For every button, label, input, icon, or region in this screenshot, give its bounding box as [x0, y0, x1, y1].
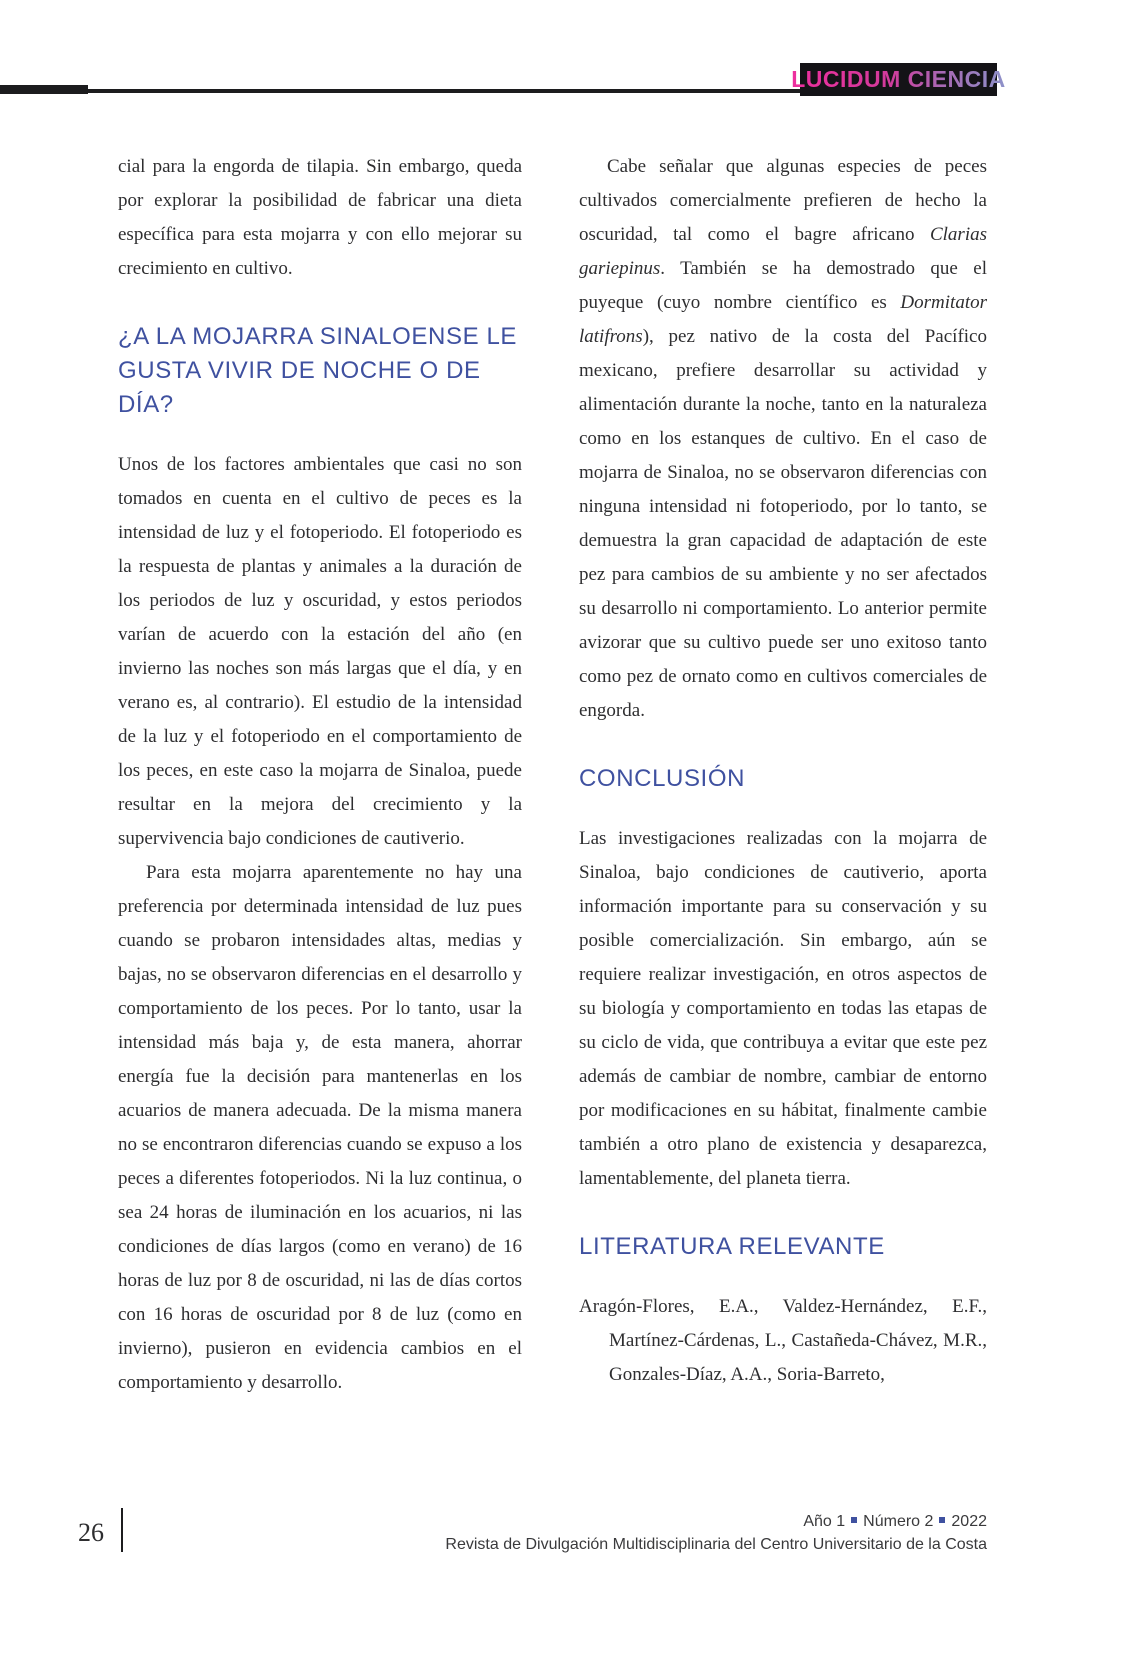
paragraph-species-text-3: ), pez nativo de la costa del Pacífico mexicano, prefiere desarrollar su actividad y alimentación durante la noche, tanto en la naturaleza como en los estanques de cultivo. En el caso de mojarra de Sinaloa, no se observaron diferencias con ninguna intensidad ni fotoperiodo, por lo tanto, se demuestra la gran capacidad de adaptación de este pez para cambios de su ambiente y no ser afectados su desarrollo ni comportamiento. Lo anterior permite avizorar que su cultivo puede ser uno exitoso tanto como pez de ornato como en cultivos comerciales de engorda.: [579, 326, 987, 721]
top-left-thick-rule: [0, 85, 88, 94]
paragraph-species-text-1: Cabe señalar que algunas especies de peces cultivados comercialmente prefieren de hecho la oscuridad, tal como el bagre africano: [579, 156, 987, 245]
paragraph-conclusion: Las investigaciones realizadas con la mojarra de Sinaloa, bajo condiciones de cautiverio, aporta información importante para su conservación y su posible comercialización. Sin embargo, aún se requiere realizar investigación, en otros aspectos de su biología y comportamiento en todas las etapas de su ciclo de vida, que contribuya a evitar que este pez además de cambiar de nombre, cambiar de entorno por modificaciones en su hábitat, finalmente cambie también a otro plano de existencia y desaparezca, lamentablemente, del planeta tierra.: [579, 828, 987, 1189]
paragraph-species-text-2: . También se ha demostrado que el puyeque (cuyo nombre científico es: [579, 258, 987, 313]
footer-number-label: Número 2: [863, 1513, 934, 1530]
footer-year: 2022: [951, 1513, 987, 1530]
section-heading-literature: LITERATURA RELEVANTE: [579, 1233, 885, 1260]
paragraph-factors: Unos de los factores ambientales que casi no son tomados en cuenta en el cultivo de peces es la intensidad de luz y el fotoperiodo. El fotoperiodo es la respuesta de plantas y animales a la duración de los periodos de luz y oscuridad, y estos periodos varían de acuerdo con la estación del año (en invierno las noches son más largas que el día, y en verano es, al contrario). El estudio de la intensidad de la luz y el fotoperiodo en el comportamiento de los peces, en este caso la mojarra de Sinaloa, puede resultar en la mejora del crecimiento y la supervivencia bajo condiciones de cautiverio.: [118, 454, 522, 849]
species-name-clarias: Clarias gariepinus: [579, 224, 987, 279]
species-name-dormitator: Dormitator latifrons: [579, 292, 987, 347]
magazine-logo: [791, 63, 1006, 96]
right-column: [579, 150, 987, 1392]
square-bullet-icon: [939, 1517, 945, 1523]
intro-paragraph: cial para la engorda de tilapia. Sin embargo, queda por explorar la posibilidad de fabricar una dieta específica para esta mojarra y con ello mejorar su crecimiento en cultivo.: [118, 156, 522, 279]
paragraph-preference: Para esta mojarra aparentemente no hay una preferencia por determinada intensidad de luz pues cuando se probaron intensidades altas, medias y bajas, no se observaron diferencias en el desarrollo y comportamiento de los peces. Por lo tanto, usar la intensidad más baja y, de esta manera, ahorrar energía fue la decisión para mantenerlas en los acuarios de manera adecuada. De la misma manera no se encontraron diferencias cuando se expuso a los peces a diferentes fotoperiodos. Ni la luz continua, o sea 24 horas de iluminación en los acuarios, ni las condiciones de días largos (como en verano) de 16 horas de luz por 8 de oscuridad, ni las de días cortos con 16 horas de oscuridad por 8 de luz (como en invierno), pusieron en evidencia cambios en el comportamiento y desarrollo.: [118, 862, 522, 1393]
page-number: 26: [78, 1518, 104, 1547]
left-column: [118, 150, 522, 1400]
magazine-logo-label: LUCIDUM CIENCIA: [791, 66, 1006, 92]
reference-entry: Aragón-Flores, E.A., Valdez-Hernández, E.F., Martínez-Cárdenas, L., Castañeda-Chávez, M.R., Gonzales-Díaz, A.A., Soria-Barreto,: [579, 1296, 987, 1385]
footer-issue-line: [445, 1510, 987, 1533]
section-heading-conclusion: CONCLUSIÓN: [579, 765, 746, 792]
page-number-divider: [121, 1508, 123, 1552]
top-horizontal-rule: [88, 89, 800, 93]
footer-journal-name: Revista de Divulgación Multidisciplinaria del Centro Universitario de la Costa: [445, 1536, 987, 1553]
paragraph-species: [579, 150, 987, 728]
square-bullet-icon: [851, 1517, 857, 1523]
footer-info: [445, 1510, 987, 1556]
section-heading-photoperiod: ¿A LA MOJARRA SINALOENSE LE GUSTA VIVIR DE NOCHE O DE DÍA?: [118, 323, 518, 418]
footer-year-label: Año 1: [803, 1513, 846, 1530]
